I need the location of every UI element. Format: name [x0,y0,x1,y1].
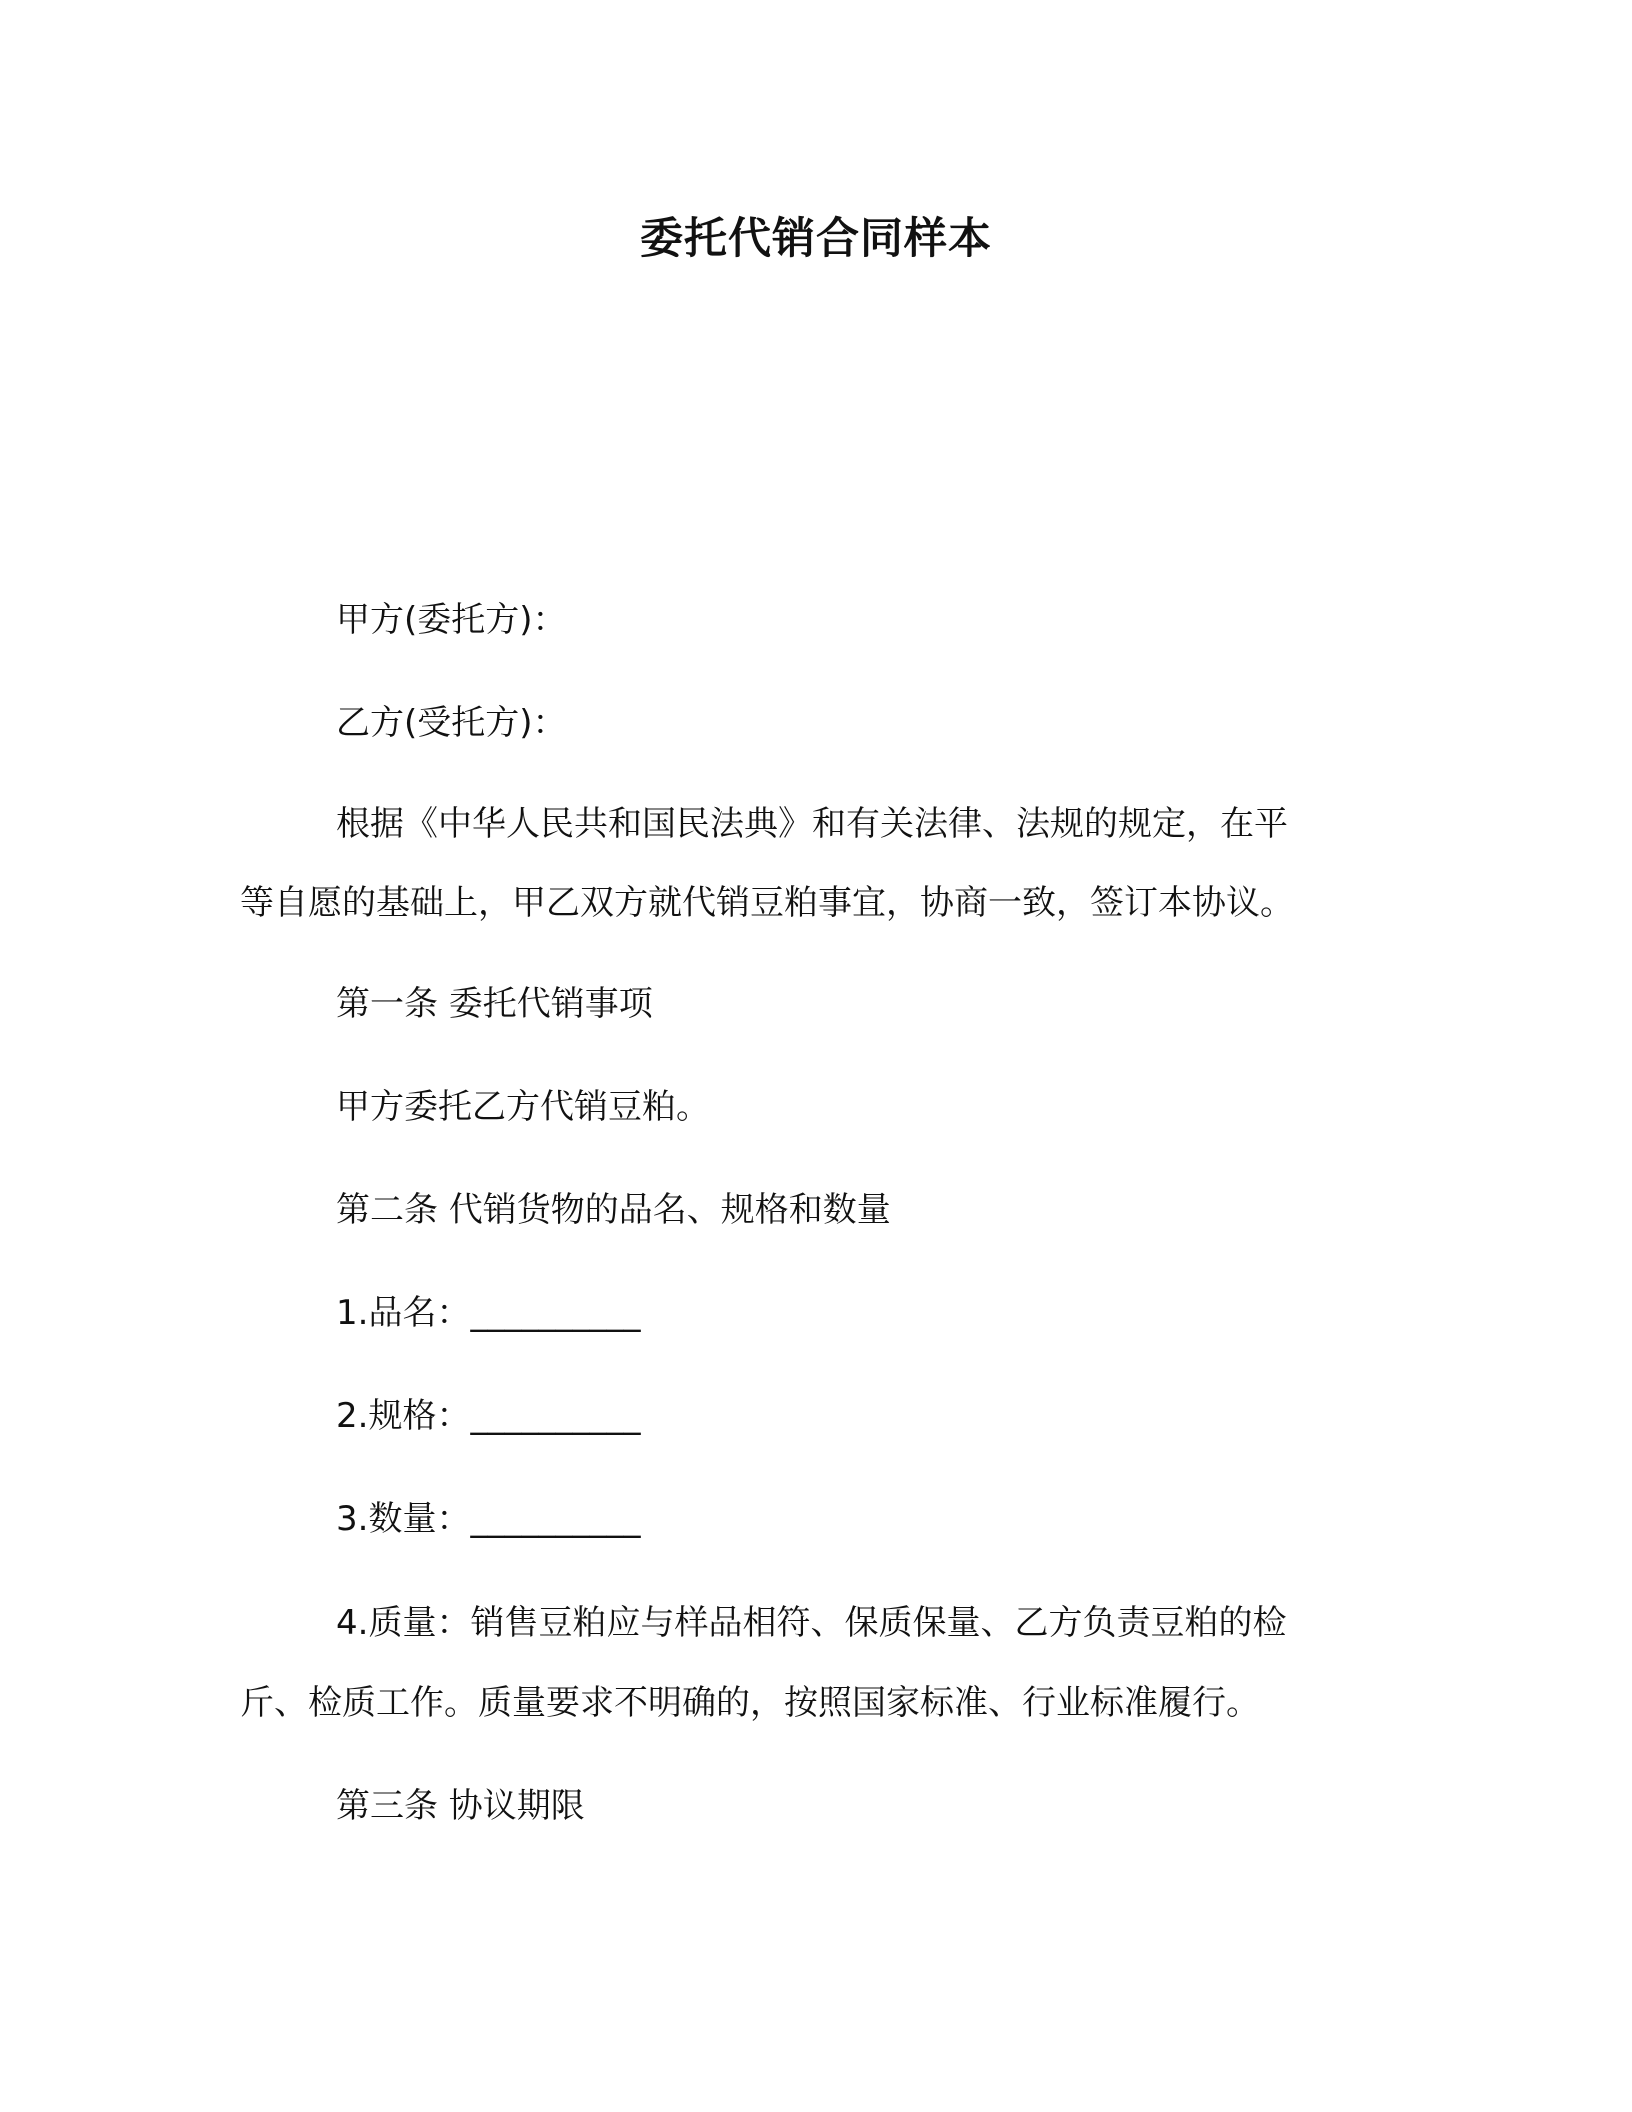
article-2-item-quality-line-2: 斤、检质工作。质量要求不明确的，按照国家标准、行业标准履行。 [240,1683,1260,1723]
preamble-line-2: 等自愿的基础上，甲乙双方就代销豆粕事宜，协商一致，签订本协议。 [240,883,1294,923]
article-3-heading: 第三条 协议期限 [336,1786,585,1826]
document-title: 委托代销合同样本 [640,214,992,264]
party-b-label: 乙方(受托方)： [336,703,567,743]
article-2-item-spec: 2.规格：__________ [336,1396,641,1436]
article-1-heading: 第一条 委托代销事项 [336,984,653,1024]
article-2-item-quality-line-1: 4.质量：销售豆粕应与样品相符、保质保量、乙方负责豆粕的检 [336,1603,1287,1643]
article-2-heading: 第二条 代销货物的品名、规格和数量 [336,1190,891,1230]
article-2-item-name: 1.品名：__________ [336,1293,641,1333]
party-a-label: 甲方(委托方)： [336,600,567,640]
article-1-body: 甲方委托乙方代销豆粕。 [336,1087,710,1127]
preamble-line-1: 根据《中华人民共和国民法典》和有关法律、法规的规定，在平 [336,804,1288,844]
article-2-item-quantity: 3.数量：__________ [336,1499,641,1539]
